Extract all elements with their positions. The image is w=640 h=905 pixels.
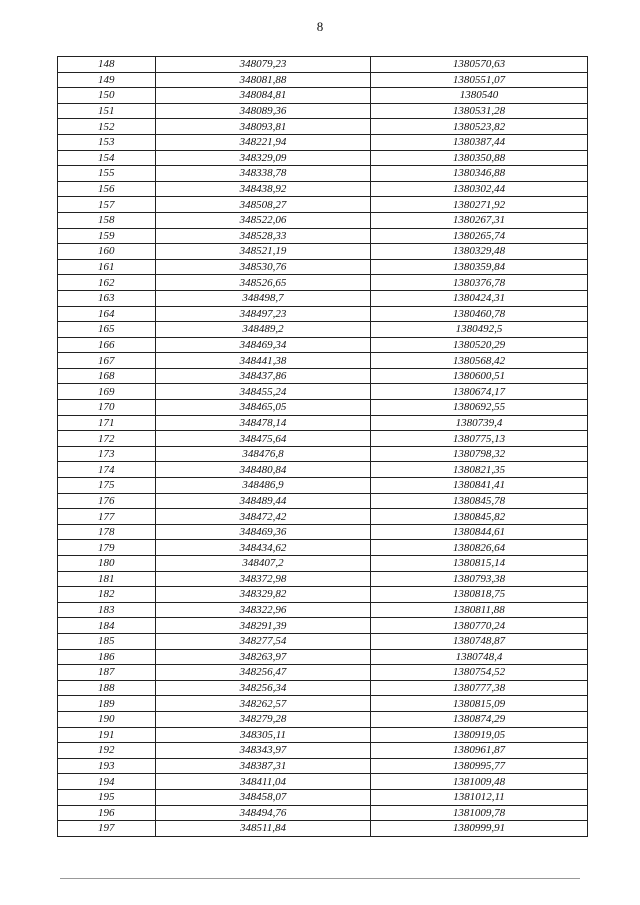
table-row: [58, 633, 588, 649]
x-coordinate-cell: 348079,23: [156, 57, 371, 73]
y-coordinate-cell: 1380739,4: [371, 415, 588, 431]
y-coordinate-cell: 1380570,63: [371, 57, 588, 73]
x-coordinate-cell: 348407,2: [156, 556, 371, 572]
point-number-cell: 185: [58, 633, 156, 649]
table-row: [58, 602, 588, 618]
table-row: [58, 400, 588, 416]
table-body: [58, 57, 588, 837]
x-coordinate-cell: 348469,34: [156, 337, 371, 353]
point-number-cell: 178: [58, 524, 156, 540]
point-number-cell: 164: [58, 306, 156, 322]
y-coordinate-cell: 1380302,44: [371, 181, 588, 197]
y-coordinate-cell: 1380540: [371, 88, 588, 104]
y-coordinate-cell: 1380271,92: [371, 197, 588, 213]
y-coordinate-cell: 1380568,42: [371, 353, 588, 369]
point-number-cell: 176: [58, 493, 156, 509]
table-row: [58, 275, 588, 291]
x-coordinate-cell: 348387,31: [156, 758, 371, 774]
table-row: [58, 587, 588, 603]
y-coordinate-cell: 1380754,52: [371, 665, 588, 681]
y-coordinate-cell: 1380826,64: [371, 540, 588, 556]
point-number-cell: 188: [58, 680, 156, 696]
point-number-cell: 155: [58, 166, 156, 182]
table-row: [58, 618, 588, 634]
point-number-cell: 174: [58, 462, 156, 478]
point-number-cell: 186: [58, 649, 156, 665]
point-number-cell: 148: [58, 57, 156, 73]
x-coordinate-cell: 348508,27: [156, 197, 371, 213]
table-row: [58, 88, 588, 104]
y-coordinate-cell: 1380844,61: [371, 524, 588, 540]
point-number-cell: 160: [58, 244, 156, 260]
point-number-cell: 194: [58, 774, 156, 790]
x-coordinate-cell: 348434,62: [156, 540, 371, 556]
x-coordinate-cell: 348498,7: [156, 290, 371, 306]
point-number-cell: 195: [58, 789, 156, 805]
table-row: [58, 665, 588, 681]
point-number-cell: 153: [58, 134, 156, 150]
point-number-cell: 184: [58, 618, 156, 634]
footer-rule: [60, 878, 580, 879]
x-coordinate-cell: 348329,82: [156, 587, 371, 603]
x-coordinate-cell: 348372,98: [156, 571, 371, 587]
table-row: [58, 509, 588, 525]
point-number-cell: 196: [58, 805, 156, 821]
x-coordinate-cell: 348521,19: [156, 244, 371, 260]
table-row: [58, 337, 588, 353]
y-coordinate-cell: 1380460,78: [371, 306, 588, 322]
coordinates-table: [57, 56, 588, 837]
x-coordinate-cell: 348277,54: [156, 633, 371, 649]
y-coordinate-cell: 1380961,87: [371, 743, 588, 759]
table-row: [58, 290, 588, 306]
table-row: [58, 244, 588, 260]
x-coordinate-cell: 348437,86: [156, 368, 371, 384]
point-number-cell: 150: [58, 88, 156, 104]
point-number-cell: 169: [58, 384, 156, 400]
table-row: [58, 181, 588, 197]
y-coordinate-cell: 1380520,29: [371, 337, 588, 353]
table-row: [58, 649, 588, 665]
table-row: [58, 789, 588, 805]
table-row: [58, 353, 588, 369]
y-coordinate-cell: 1380387,44: [371, 134, 588, 150]
x-coordinate-cell: 348338,78: [156, 166, 371, 182]
x-coordinate-cell: 348475,64: [156, 431, 371, 447]
point-number-cell: 152: [58, 119, 156, 135]
x-coordinate-cell: 348279,28: [156, 711, 371, 727]
table-row: [58, 72, 588, 88]
point-number-cell: 165: [58, 322, 156, 338]
point-number-cell: 189: [58, 696, 156, 712]
point-number-cell: 159: [58, 228, 156, 244]
y-coordinate-cell: 1380845,78: [371, 493, 588, 509]
y-coordinate-cell: 1380845,82: [371, 509, 588, 525]
y-coordinate-cell: 1380748,87: [371, 633, 588, 649]
point-number-cell: 177: [58, 509, 156, 525]
table-row: [58, 259, 588, 275]
x-coordinate-cell: 348081,88: [156, 72, 371, 88]
y-coordinate-cell: 1381012,11: [371, 789, 588, 805]
table-row: [58, 431, 588, 447]
table-row: [58, 556, 588, 572]
table-row: [58, 415, 588, 431]
y-coordinate-cell: 1380793,38: [371, 571, 588, 587]
point-number-cell: 182: [58, 587, 156, 603]
table-row: [58, 805, 588, 821]
y-coordinate-cell: 1380523,82: [371, 119, 588, 135]
x-coordinate-cell: 348486,9: [156, 478, 371, 494]
y-coordinate-cell: 1380376,78: [371, 275, 588, 291]
x-coordinate-cell: 348465,05: [156, 400, 371, 416]
x-coordinate-cell: 348411,04: [156, 774, 371, 790]
table-row: [58, 462, 588, 478]
table-row: [58, 696, 588, 712]
y-coordinate-cell: 1381009,78: [371, 805, 588, 821]
y-coordinate-cell: 1380995,77: [371, 758, 588, 774]
point-number-cell: 191: [58, 727, 156, 743]
table-row: [58, 322, 588, 338]
table-row: [58, 134, 588, 150]
point-number-cell: 172: [58, 431, 156, 447]
table-row: [58, 821, 588, 837]
table-row: [58, 774, 588, 790]
x-coordinate-cell: 348262,57: [156, 696, 371, 712]
point-number-cell: 156: [58, 181, 156, 197]
y-coordinate-cell: 1380815,14: [371, 556, 588, 572]
x-coordinate-cell: 348476,8: [156, 446, 371, 462]
y-coordinate-cell: 1380492,5: [371, 322, 588, 338]
x-coordinate-cell: 348291,39: [156, 618, 371, 634]
x-coordinate-cell: 348438,92: [156, 181, 371, 197]
x-coordinate-cell: 348089,36: [156, 103, 371, 119]
y-coordinate-cell: 1380818,75: [371, 587, 588, 603]
x-coordinate-cell: 348530,76: [156, 259, 371, 275]
point-number-cell: 179: [58, 540, 156, 556]
x-coordinate-cell: 348084,81: [156, 88, 371, 104]
table-row: [58, 571, 588, 587]
y-coordinate-cell: 1380265,74: [371, 228, 588, 244]
table-row: [58, 166, 588, 182]
point-number-cell: 180: [58, 556, 156, 572]
x-coordinate-cell: 348528,33: [156, 228, 371, 244]
x-coordinate-cell: 348489,2: [156, 322, 371, 338]
y-coordinate-cell: 1380777,38: [371, 680, 588, 696]
y-coordinate-cell: 1380600,51: [371, 368, 588, 384]
point-number-cell: 170: [58, 400, 156, 416]
point-number-cell: 173: [58, 446, 156, 462]
point-number-cell: 154: [58, 150, 156, 166]
point-number-cell: 167: [58, 353, 156, 369]
x-coordinate-cell: 348458,07: [156, 789, 371, 805]
x-coordinate-cell: 348472,42: [156, 509, 371, 525]
y-coordinate-cell: 1380841,41: [371, 478, 588, 494]
y-coordinate-cell: 1380359,84: [371, 259, 588, 275]
y-coordinate-cell: 1380775,13: [371, 431, 588, 447]
point-number-cell: 175: [58, 478, 156, 494]
point-number-cell: 168: [58, 368, 156, 384]
x-coordinate-cell: 348256,34: [156, 680, 371, 696]
point-number-cell: 166: [58, 337, 156, 353]
x-coordinate-cell: 348305,11: [156, 727, 371, 743]
y-coordinate-cell: 1380874,29: [371, 711, 588, 727]
table-row: [58, 150, 588, 166]
table-row: [58, 306, 588, 322]
y-coordinate-cell: 1380798,32: [371, 446, 588, 462]
y-coordinate-cell: 1380674,17: [371, 384, 588, 400]
x-coordinate-cell: 348221,94: [156, 134, 371, 150]
x-coordinate-cell: 348322,96: [156, 602, 371, 618]
point-number-cell: 192: [58, 743, 156, 759]
point-number-cell: 162: [58, 275, 156, 291]
point-number-cell: 161: [58, 259, 156, 275]
x-coordinate-cell: 348480,84: [156, 462, 371, 478]
y-coordinate-cell: 1380267,31: [371, 212, 588, 228]
table-row: [58, 212, 588, 228]
y-coordinate-cell: 1380551,07: [371, 72, 588, 88]
table-row: [58, 119, 588, 135]
table-row: [58, 57, 588, 73]
y-coordinate-cell: 1380919,05: [371, 727, 588, 743]
y-coordinate-cell: 1380821,35: [371, 462, 588, 478]
x-coordinate-cell: 348256,47: [156, 665, 371, 681]
point-number-cell: 190: [58, 711, 156, 727]
point-number-cell: 197: [58, 821, 156, 837]
x-coordinate-cell: 348263,97: [156, 649, 371, 665]
x-coordinate-cell: 348526,65: [156, 275, 371, 291]
point-number-cell: 181: [58, 571, 156, 587]
x-coordinate-cell: 348497,23: [156, 306, 371, 322]
y-coordinate-cell: 1380329,48: [371, 244, 588, 260]
x-coordinate-cell: 348494,76: [156, 805, 371, 821]
x-coordinate-cell: 348522,06: [156, 212, 371, 228]
point-number-cell: 163: [58, 290, 156, 306]
table-row: [58, 727, 588, 743]
x-coordinate-cell: 348455,24: [156, 384, 371, 400]
page-number: 8: [316, 19, 324, 34]
x-coordinate-cell: 348093,81: [156, 119, 371, 135]
table-row: [58, 524, 588, 540]
x-coordinate-cell: 348441,38: [156, 353, 371, 369]
y-coordinate-cell: 1381009,48: [371, 774, 588, 790]
point-number-cell: 158: [58, 212, 156, 228]
table-row: [58, 478, 588, 494]
table-row: [58, 680, 588, 696]
point-number-cell: 149: [58, 72, 156, 88]
x-coordinate-cell: 348511,84: [156, 821, 371, 837]
y-coordinate-cell: 1380350,88: [371, 150, 588, 166]
y-coordinate-cell: 1380748,4: [371, 649, 588, 665]
x-coordinate-cell: 348478,14: [156, 415, 371, 431]
y-coordinate-cell: 1380815,09: [371, 696, 588, 712]
x-coordinate-cell: 348489,44: [156, 493, 371, 509]
y-coordinate-cell: 1380346,88: [371, 166, 588, 182]
y-coordinate-cell: 1380692,55: [371, 400, 588, 416]
table-row: [58, 743, 588, 759]
table-row: [58, 446, 588, 462]
table-row: [58, 228, 588, 244]
table-row: [58, 493, 588, 509]
y-coordinate-cell: 1380811,88: [371, 602, 588, 618]
table-row: [58, 368, 588, 384]
x-coordinate-cell: 348329,09: [156, 150, 371, 166]
x-coordinate-cell: 348469,36: [156, 524, 371, 540]
table-row: [58, 384, 588, 400]
table-row: [58, 197, 588, 213]
table-row: [58, 758, 588, 774]
point-number-cell: 187: [58, 665, 156, 681]
x-coordinate-cell: 348343,97: [156, 743, 371, 759]
y-coordinate-cell: 1380531,28: [371, 103, 588, 119]
table-row: [58, 711, 588, 727]
y-coordinate-cell: 1380424,31: [371, 290, 588, 306]
point-number-cell: 151: [58, 103, 156, 119]
table-row: [58, 103, 588, 119]
point-number-cell: 157: [58, 197, 156, 213]
y-coordinate-cell: 1380999,91: [371, 821, 588, 837]
table-row: [58, 540, 588, 556]
point-number-cell: 183: [58, 602, 156, 618]
point-number-cell: 193: [58, 758, 156, 774]
y-coordinate-cell: 1380770,24: [371, 618, 588, 634]
point-number-cell: 171: [58, 415, 156, 431]
